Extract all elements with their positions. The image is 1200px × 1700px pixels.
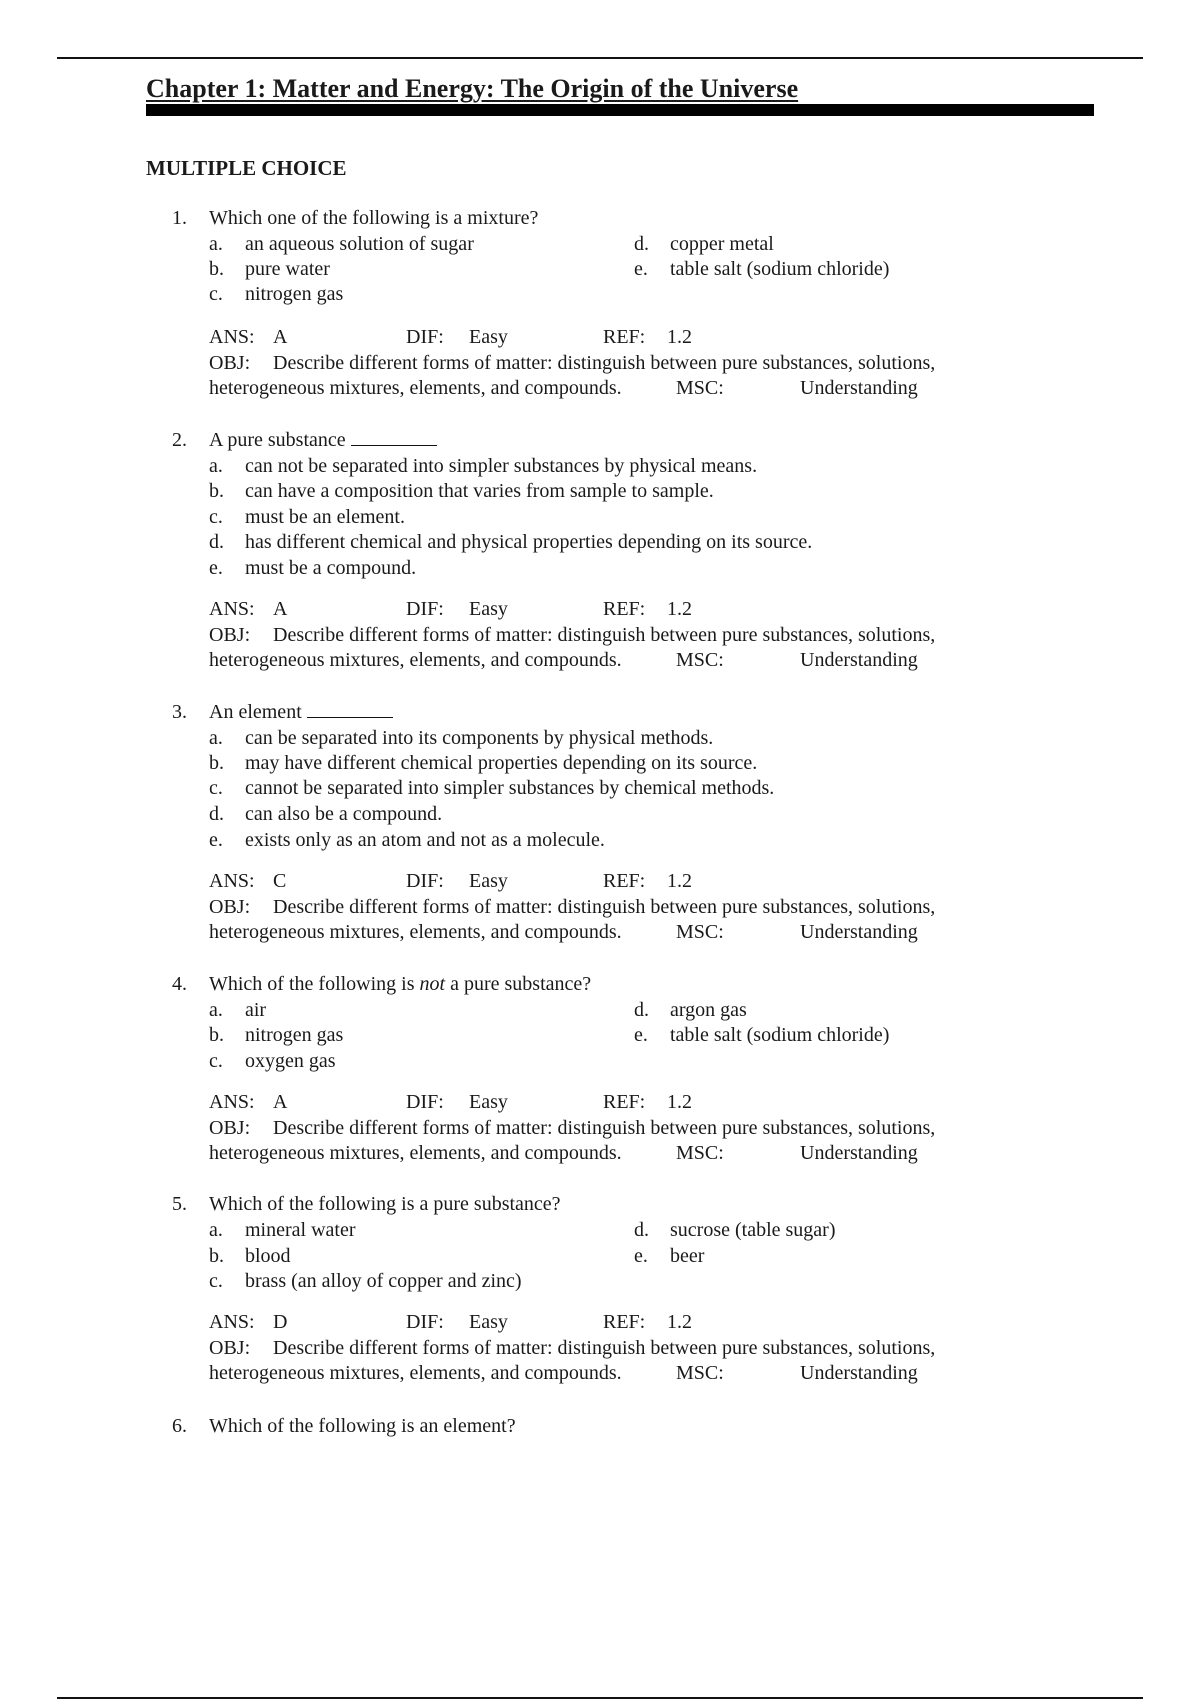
ans-value: A [273, 598, 288, 620]
option-letter: b. [209, 1245, 224, 1267]
ref-label: REF: [603, 1311, 646, 1333]
ref-value: 1.2 [667, 598, 692, 620]
option-text: brass (an alloy of copper and zinc) [245, 1270, 522, 1292]
option-text: pure water [245, 258, 330, 280]
ans-label: ANS: [209, 870, 255, 892]
option-text: mineral water [245, 1219, 356, 1241]
option-letter: e. [209, 829, 223, 851]
question-stem: Which of the following is not a pure substance? [209, 973, 592, 995]
option-letter: a. [209, 727, 223, 749]
obj-label: OBJ: [209, 624, 251, 646]
top-rule [57, 57, 1143, 59]
msc-value: Understanding [800, 1142, 918, 1164]
obj-label: OBJ: [209, 1117, 251, 1139]
option-text: can not be separated into simpler substances by physical means. [245, 455, 758, 477]
obj-text: Describe different forms of matter: distinguish between pure substances, solutions, [273, 624, 936, 646]
ans-value: A [273, 1091, 288, 1113]
option-text: table salt (sodium chloride) [670, 1024, 890, 1046]
msc-label: MSC: [676, 649, 724, 671]
option-text: an aqueous solution of sugar [245, 233, 474, 255]
option-letter: c. [209, 1270, 223, 1292]
option-letter: d. [634, 999, 649, 1021]
option-text: air [245, 999, 267, 1021]
obj-label: OBJ: [209, 896, 251, 918]
question-number: 3. [172, 701, 187, 723]
obj-text: Describe different forms of matter: distinguish between pure substances, solutions, [273, 896, 936, 918]
question-number: 4. [172, 973, 187, 995]
dif-value: Easy [469, 598, 508, 620]
dif-value: Easy [469, 1091, 508, 1113]
msc-value: Understanding [800, 377, 918, 399]
ref-value: 1.2 [667, 326, 692, 348]
obj-label: OBJ: [209, 352, 251, 374]
obj-text-continued: heterogeneous mixtures, elements, and compounds. [209, 1362, 622, 1384]
msc-label: MSC: [676, 1142, 724, 1164]
question-stem: Which of the following is a pure substance? [209, 1193, 561, 1215]
msc-value: Understanding [800, 921, 918, 943]
bottom-rule [57, 1697, 1143, 1699]
option-text: cannot be separated into simpler substances by chemical methods. [245, 777, 775, 799]
obj-text-continued: heterogeneous mixtures, elements, and compounds. [209, 649, 622, 671]
msc-label: MSC: [676, 921, 724, 943]
dif-value: Easy [469, 326, 508, 348]
question-stem: An element [209, 701, 393, 724]
chapter-title: Chapter 1: Matter and Energy: The Origin of the Universe [146, 74, 799, 103]
option-letter: c. [209, 777, 223, 799]
section-heading: MULTIPLE CHOICE [146, 156, 347, 180]
msc-value: Understanding [800, 649, 918, 671]
option-letter: d. [209, 531, 224, 553]
option-text: table salt (sodium chloride) [670, 258, 890, 280]
obj-text: Describe different forms of matter: distinguish between pure substances, solutions, [273, 1117, 936, 1139]
ref-label: REF: [603, 598, 646, 620]
option-text: oxygen gas [245, 1050, 336, 1072]
option-letter: a. [209, 455, 223, 477]
question-number: 6. [172, 1415, 187, 1437]
option-letter: b. [209, 480, 224, 502]
ref-label: REF: [603, 326, 646, 348]
option-text: may have different chemical properties depending on its source. [245, 752, 758, 774]
option-letter: e. [634, 1245, 648, 1267]
option-text: argon gas [670, 999, 747, 1021]
option-letter: b. [209, 1024, 224, 1046]
option-letter: e. [634, 258, 648, 280]
option-text: nitrogen gas [245, 283, 344, 305]
msc-label: MSC: [676, 1362, 724, 1384]
option-text: sucrose (table sugar) [670, 1219, 836, 1241]
option-text: blood [245, 1245, 291, 1267]
ans-label: ANS: [209, 1091, 255, 1113]
question-number: 2. [172, 429, 187, 451]
ans-value: D [273, 1311, 288, 1333]
question-number: 5. [172, 1193, 187, 1215]
option-text: can have a composition that varies from sample to sample. [245, 480, 714, 502]
obj-text-continued: heterogeneous mixtures, elements, and compounds. [209, 921, 622, 943]
option-letter: d. [634, 1219, 649, 1241]
ans-value: A [273, 326, 288, 348]
ans-label: ANS: [209, 598, 255, 620]
option-text: can be separated into its components by physical methods. [245, 727, 714, 749]
obj-text-continued: heterogeneous mixtures, elements, and compounds. [209, 1142, 622, 1164]
dif-value: Easy [469, 870, 508, 892]
option-letter: c. [209, 283, 223, 305]
title-bar [146, 104, 1094, 116]
option-letter: c. [209, 1050, 223, 1072]
option-letter: a. [209, 999, 223, 1021]
dif-label: DIF: [406, 870, 444, 892]
question-number: 1. [172, 207, 187, 229]
answer-blank [351, 430, 437, 446]
dif-label: DIF: [406, 1091, 444, 1113]
ans-label: ANS: [209, 1311, 255, 1333]
dif-label: DIF: [406, 1311, 444, 1333]
option-text: beer [670, 1245, 705, 1267]
option-letter: a. [209, 1219, 223, 1241]
option-letter: e. [209, 557, 223, 579]
dif-label: DIF: [406, 326, 444, 348]
obj-text: Describe different forms of matter: distinguish between pure substances, solutions, [273, 352, 936, 374]
question-stem: A pure substance [209, 429, 437, 452]
answer-blank [307, 702, 393, 718]
option-letter: b. [209, 258, 224, 280]
option-letter: c. [209, 506, 223, 528]
ref-label: REF: [603, 1091, 646, 1113]
option-letter: d. [634, 233, 649, 255]
option-letter: b. [209, 752, 224, 774]
option-text: must be an element. [245, 506, 405, 528]
option-text: can also be a compound. [245, 803, 443, 825]
ref-label: REF: [603, 870, 646, 892]
option-text: must be a compound. [245, 557, 417, 579]
option-text: nitrogen gas [245, 1024, 344, 1046]
option-text: has different chemical and physical properties depending on its source. [245, 531, 813, 553]
ref-value: 1.2 [667, 870, 692, 892]
dif-label: DIF: [406, 598, 444, 620]
ref-value: 1.2 [667, 1311, 692, 1333]
option-text: exists only as an atom and not as a molecule. [245, 829, 605, 851]
option-letter: e. [634, 1024, 648, 1046]
dif-value: Easy [469, 1311, 508, 1333]
question-stem: Which one of the following is a mixture? [209, 207, 539, 229]
ans-label: ANS: [209, 326, 255, 348]
obj-text: Describe different forms of matter: distinguish between pure substances, solutions, [273, 1337, 936, 1359]
option-letter: a. [209, 233, 223, 255]
question-stem: Which of the following is an element? [209, 1415, 516, 1437]
msc-label: MSC: [676, 377, 724, 399]
option-letter: d. [209, 803, 224, 825]
obj-text-continued: heterogeneous mixtures, elements, and compounds. [209, 377, 622, 399]
msc-value: Understanding [800, 1362, 918, 1384]
ans-value: C [273, 870, 287, 892]
ref-value: 1.2 [667, 1091, 692, 1113]
obj-label: OBJ: [209, 1337, 251, 1359]
emphasis-not: not [419, 973, 446, 995]
option-text: copper metal [670, 233, 774, 255]
